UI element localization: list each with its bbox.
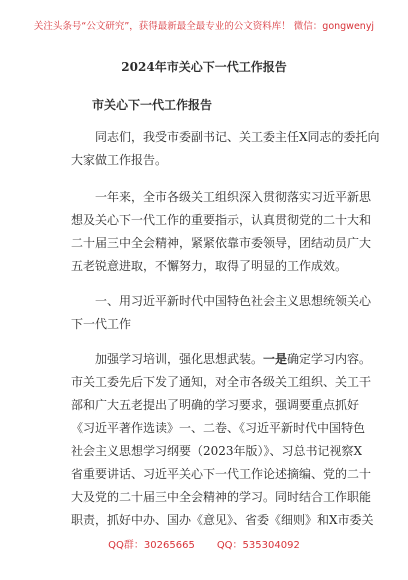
footer-contact — [0, 536, 408, 551]
text-line: 一年来，全市各级关工组织深入贯彻落实习近平新思 — [95, 190, 372, 204]
text-line: 下一代工作 — [71, 317, 132, 331]
section-title: 市关心下一代工作报告 — [92, 98, 213, 112]
text-line: 职责，抓好中办、国办《意见》、省委《细则》和X市委关 — [71, 513, 374, 527]
text-line: 同志们，我受市委副书记、关工委主任X同志的委托向 — [95, 130, 380, 144]
qq-group: QQ群：30265665 — [108, 540, 195, 551]
promo-banner: 关注头条号“公文研究”，获得最新最全最专业的公文资料库！ 微信：gongwenyj — [33, 21, 375, 32]
paragraph-intro — [71, 126, 380, 172]
paragraph-summary — [71, 186, 372, 278]
qq-number: QQ：535304092 — [216, 540, 300, 551]
text-line: 市关工委先后下发了通知，对全市各级关工组织、关工干 — [71, 375, 372, 389]
text-line: 部和广大五老提出了明确的学习要求，强调要重点抓好 — [71, 398, 360, 412]
text-line — [71, 348, 372, 371]
text-line: 大及党的二十届三中全会精神的学习。同时结合工作职能 — [71, 490, 372, 504]
text-line: 省重要讲话、习近平关心下一代工作论述摘编、党的二十 — [71, 467, 372, 481]
text-line: 一、用习近平新时代中国特色社会主义思想统领关心 — [95, 294, 372, 308]
heading-part-one — [71, 290, 372, 336]
text-line: 五老锐意进取，不懈努力，取得了明显的工作成效。 — [71, 259, 348, 273]
document-title: 2024年市关心下一代工作报告 — [121, 60, 287, 74]
text-run: 加强学习培训，强化思想武装。 — [95, 352, 264, 366]
text-run: 确定学习内容。 — [287, 352, 372, 366]
text-line: 大家做工作报告。 — [71, 153, 168, 167]
text-line: 想及关心下一代工作的重要指示，认真贯彻党的二十大和 — [71, 213, 372, 227]
text-line: 社会主义思想学习纲要（2023年版）》、习总书记视察X — [71, 444, 363, 458]
paragraph-study — [71, 348, 374, 532]
text-line: 《习近平著作选读》一、二卷、《习近平新时代中国特色 — [71, 421, 366, 435]
bold-marker: 一是 — [263, 352, 288, 366]
text-line: 二十届三中全会精神，紧紧依靠市委领导，团结动员广大 — [71, 236, 372, 250]
